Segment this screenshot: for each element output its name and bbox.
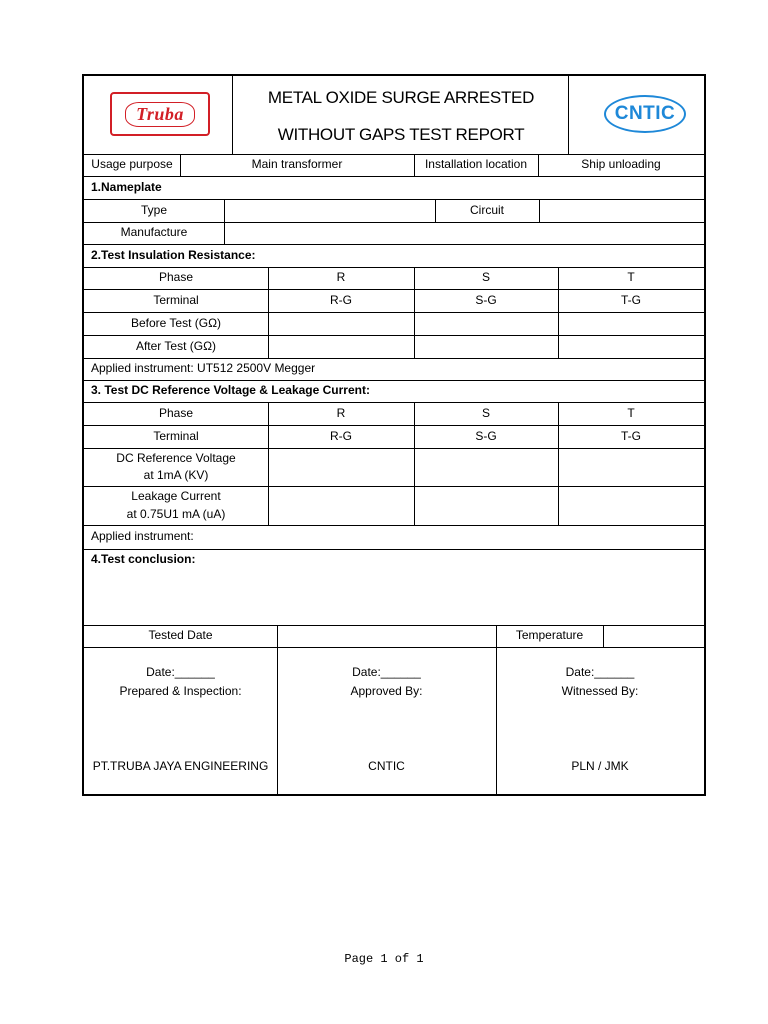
dc-test-heading: 3. Test DC Reference Voltage & Leakage Current: (91, 383, 370, 398)
nameplate-heading: 1.Nameplate (91, 179, 162, 194)
report-title-line1: METAL OXIDE SURGE ARRESTED (267, 88, 535, 107)
dc-terminal-rg: R-G (330, 428, 352, 443)
after-test-label: After Test (GΩ) (135, 338, 217, 353)
type-label: Type (140, 202, 167, 217)
dc-phase-s: S (481, 405, 490, 420)
page-number: Page 1 of 1 (344, 952, 424, 966)
usage-purpose-label: Usage purpose (91, 157, 173, 172)
insulation-heading: 2.Test Insulation Resistance: (91, 247, 256, 262)
prepared-org: PT.TRUBA JAYA ENGINEERING (92, 759, 269, 773)
approved-date: Date:______ (352, 665, 421, 679)
report-title-line2: WITHOUT GAPS TEST REPORT (277, 125, 525, 144)
insulation-terminal-label: Terminal (153, 292, 199, 307)
temperature-label: Temperature (515, 628, 584, 643)
circuit-value[interactable] (539, 199, 704, 222)
leakage-current-label (84, 486, 268, 525)
dc-instrument: Applied instrument: (91, 529, 194, 544)
insulation-terminal-tg: T-G (621, 292, 641, 307)
dc-terminal-tg: T-G (621, 428, 641, 443)
insulation-terminal-sg: S-G (475, 292, 497, 307)
dc-phase-label: Phase (158, 405, 194, 420)
witnessed-role: Witnessed By: (561, 684, 639, 698)
header-divider-right (568, 76, 569, 154)
insulation-phase-label: Phase (158, 270, 194, 285)
installation-location-value: Ship unloading (581, 157, 661, 172)
circuit-label: Circuit (469, 202, 504, 217)
manufacture-label: Manufacture (120, 225, 188, 240)
header-divider-left (232, 76, 233, 154)
witnessed-date: Date:______ (565, 665, 635, 679)
dc-terminal-sg: S-G (475, 428, 497, 443)
insulation-phase-t: T (627, 270, 635, 285)
type-value[interactable] (224, 199, 435, 222)
row-line (84, 647, 704, 648)
test-report-form (82, 74, 706, 796)
cntic-logo (604, 95, 686, 133)
manufacture-value[interactable] (224, 222, 704, 244)
approved-role: Approved By: (350, 684, 423, 698)
prepared-date: Date:______ (146, 665, 215, 679)
leakage-current-line1: Leakage Current (131, 489, 221, 504)
insulation-phase-r: R (336, 270, 346, 285)
temperature-value[interactable] (603, 625, 704, 647)
prepared-role: Prepared & Inspection: (119, 684, 242, 698)
installation-location-label: Installation location (424, 157, 528, 172)
insulation-terminal-rg: R-G (330, 292, 352, 307)
tested-date-label: Tested Date (148, 628, 213, 643)
insulation-phase-s: S (481, 270, 490, 285)
dc-terminal-label: Terminal (153, 428, 199, 443)
approved-org: CNTIC (368, 759, 405, 773)
before-test-label: Before Test (GΩ) (130, 315, 222, 330)
usage-purpose-value: Main transformer (251, 157, 343, 172)
dc-reference-voltage-line2: at 1mA (KV) (143, 468, 209, 482)
tested-date-value[interactable] (277, 625, 496, 647)
conclusion-heading: 4.Test conclusion: (91, 552, 196, 567)
cntic-logo-text: CNTIC (614, 103, 676, 124)
truba-logo-text: Truba (125, 102, 195, 127)
dc-reference-voltage-line1: DC Reference Voltage (116, 450, 236, 465)
dc-phase-r: R (336, 405, 346, 420)
dc-reference-voltage-label (84, 448, 268, 486)
witnessed-org: PLN / JMK (571, 759, 629, 773)
truba-logo (110, 92, 210, 136)
insulation-instrument: Applied instrument: UT512 2500V Megger (91, 361, 316, 376)
dc-phase-t: T (627, 405, 635, 420)
leakage-current-line2: at 0.75U1 mA (uA) (126, 506, 226, 521)
